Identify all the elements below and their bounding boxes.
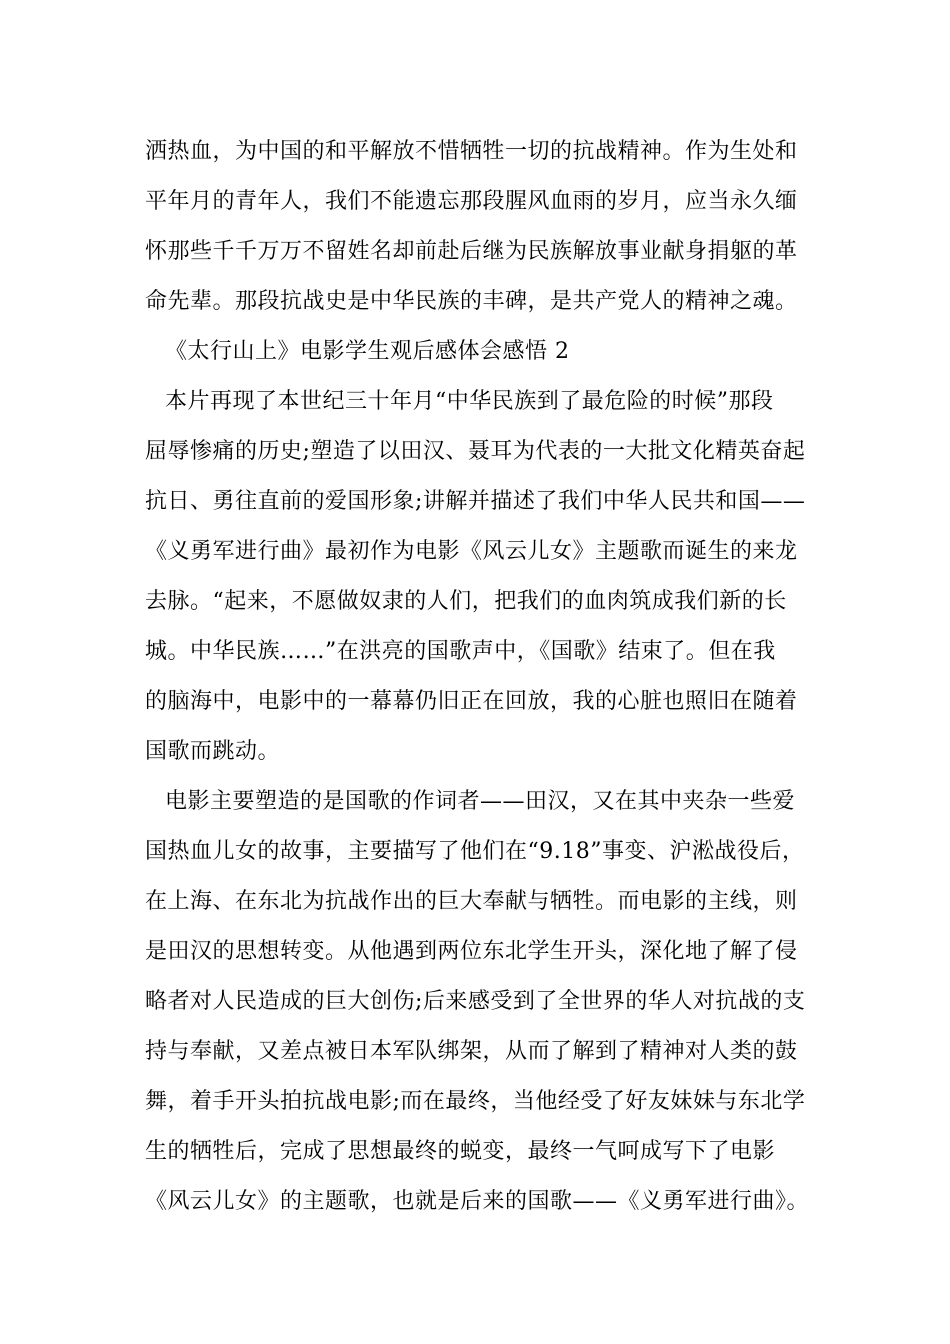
paragraph-line: 屈辱惨痛的历史;塑造了以田汉、聂耳为代表的一大批文化精英奋起 (145, 439, 806, 464)
paragraph-line: 生的牺牲后，完成了思想最终的蜕变，最终一气呵成写下了电影 (145, 1139, 776, 1164)
paragraph-line: 电影主要塑造的是国歌的作词者——田汉，又在其中夹杂一些爱 (165, 789, 796, 814)
paragraph-line: 本片再现了本世纪三十年月“中华民族到了最危险的时候”那段 (165, 389, 774, 414)
paragraph-line: 命先辈。那段抗战史是中华民族的丰碑，是共产党人的精神之魂。 (145, 289, 798, 314)
paragraph-line: 平年月的青年人，我们不能遗忘那段腥风血雨的岁月，应当永久缅 (145, 189, 798, 214)
paragraph-line: 是田汉的思想转变。从他遇到两位东北学生开头，深化地了解了侵 (145, 939, 798, 964)
paragraph-line: 略者对人民造成的巨大创伤;后来感受到了全世界的华人对抗战的支 (145, 989, 806, 1014)
paragraph-line: 国歌而跳动。 (145, 739, 281, 764)
paragraph-line: 抗日、勇往直前的爱国形象;讲解并描述了我们中华人民共和国—— (145, 489, 806, 514)
paragraph-line: 《义勇军进行曲》最初作为电影《风云儿女》主题歌而诞生的来龙 (145, 539, 798, 564)
section-heading: 《太行山上》电影学生观后感体会感悟 2 (165, 339, 570, 364)
paragraph-line: 在上海、在东北为抗战作出的巨大奉献与牺牲。而电影的主线，则 (145, 889, 798, 914)
paragraph-line: 怀那些千千万万不留姓名却前赴后继为民族解放事业献身捐躯的革 (145, 239, 798, 264)
paragraph-line: 持与奉献，又差点被日本军队绑架，从而了解到了精神对人类的鼓 (145, 1039, 798, 1064)
paragraph-line: 去脉。“起来，不愿做奴隶的人们，把我们的血肉筑成我们新的长 (145, 589, 787, 614)
paragraph-line: 洒热血，为中国的和平解放不惜牺牲一切的抗战精神。作为生处和 (145, 139, 798, 164)
paragraph-line: 国热血儿女的故事，主要描写了他们在“9.18”事变、沪淞战役后， (145, 839, 805, 864)
paragraph-line: 的脑海中，电影中的一幕幕仍旧正在回放，我的心脏也照旧在随着 (145, 689, 798, 714)
paragraph-line: 城。中华民族……”在洪亮的国歌声中，《国歌》结束了。但在我 (145, 639, 776, 664)
paragraph-line: 舞，着手开头拍抗战电影;而在最终，当他经受了好友妹妹与东北学 (145, 1089, 806, 1114)
paragraph-line: 《风云儿女》的主题歌，也就是后来的国歌——《义勇军进行曲》。 (145, 1189, 810, 1214)
